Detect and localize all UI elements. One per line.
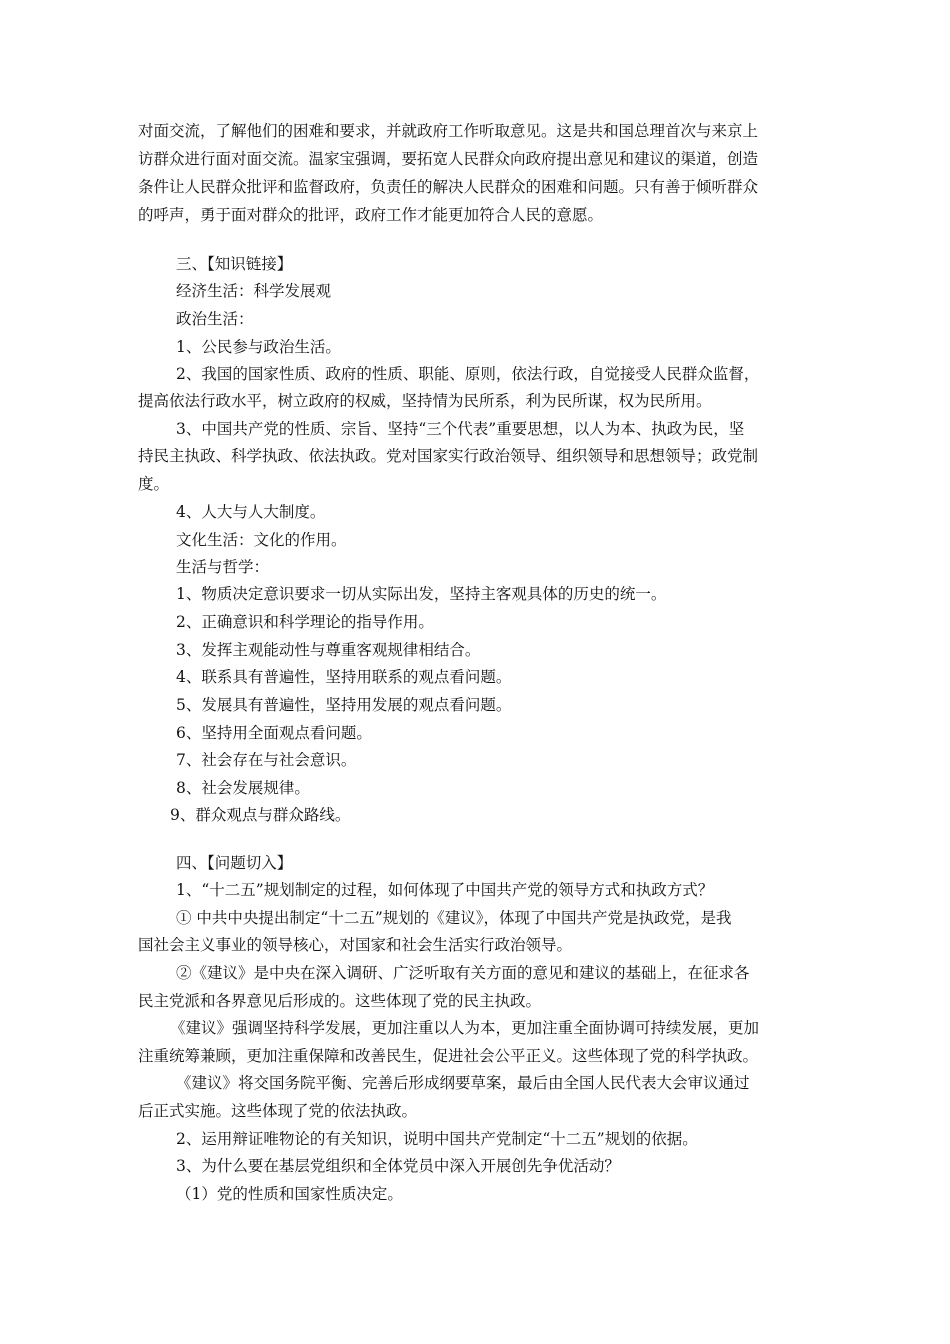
political-item: 度。	[138, 475, 170, 493]
intro-line: 对面交流，了解他们的困难和要求，并就政府工作听取意见。这是共和国总理首次与来京上	[138, 122, 759, 140]
question-1: 1、“十二五”规划制定的过程，如何体现了中国共产党的领导方式和执政方式？	[176, 881, 714, 899]
philosophy-item: 2、正确意识和科学理论的指导作用。	[176, 613, 434, 631]
answer-1-line: ②《建议》是中央在深入调研、广泛听取有关方面的意见和建议的基础上，在征求各	[176, 964, 750, 982]
question-3: 3、为什么要在基层党组织和全体党员中深入开展创先争优活动？	[176, 1157, 620, 1175]
philosophy-title: 生活与哲学：	[176, 558, 270, 576]
philosophy-item: 7、社会存在与社会意识。	[176, 751, 357, 769]
answer-1-line: ① 中共中央提出制定“十二五”规划的《建议》，体现了中国共产党是执政党，是我	[176, 909, 732, 927]
philosophy-item: 4、联系具有普遍性，坚持用联系的观点看问题。	[176, 668, 512, 686]
question-2: 2、运用辩证唯物论的有关知识，说明中国共产党制定“十二五”规划的依据。	[176, 1130, 698, 1148]
economic-life-line: 经济生活：科学发展观	[176, 282, 332, 300]
philosophy-item: 5、发展具有普遍性，坚持用发展的观点看问题。	[176, 696, 512, 714]
political-life-title: 政治生活：	[176, 310, 254, 328]
political-item: 2、我国的国家性质、政府的性质、职能、原则，依法行政，自觉接受人民群众监督，	[176, 365, 760, 383]
cultural-life-line: 文化生活：文化的作用。	[176, 531, 347, 549]
political-item: 持民主执政、科学执政、依法执政。党对国家实行政治领导、组织领导和思想领导；政党制	[138, 447, 759, 465]
political-item: 3、中国共产党的性质、宗旨、坚持“三个代表”重要思想，以人为本、执政为民，坚	[176, 420, 745, 438]
answer-1-line: 注重统筹兼顾，更加注重保障和改善民生，促进社会公平正义。这些体现了党的科学执政。	[138, 1047, 759, 1065]
answer-1-line: 《建议》强调坚持科学发展，更加注重以人为本，更加注重全面协调可持续发展，更加	[170, 1019, 760, 1037]
answer-1-line: 国社会主义事业的领导核心，对国家和社会生活实行政治领导。	[138, 936, 573, 954]
section-3-heading: 三、【知识链接】	[176, 255, 293, 273]
philosophy-item: 3、发挥主观能动性与尊重客观规律相结合。	[176, 641, 481, 659]
answer-1-line: 《建议》将交国务院平衡、完善后形成纲要草案，最后由全国人民代表大会审议通过	[176, 1074, 750, 1092]
philosophy-item: 1、物质决定意识要求一切从实际出发，坚持主客观具体的历史的统一。	[176, 585, 667, 603]
political-item: 4、人大与人大制度。	[176, 503, 326, 521]
intro-line: 条件让人民群众批评和监督政府，负责任的解决人民群众的困难和问题。只有善于倾听群众	[138, 178, 759, 196]
intro-line: 的呼声，勇于面对群众的批评，政府工作才能更加符合人民的意愿。	[138, 206, 604, 224]
section-4-heading: 四、【问题切入】	[176, 854, 293, 872]
philosophy-item: 6、坚持用全面观点看问题。	[176, 724, 372, 742]
answer-3-line: （1）党的性质和国家性质决定。	[176, 1185, 403, 1203]
answer-1-line: 后正式实施。这些体现了党的依法执政。	[138, 1102, 418, 1120]
answer-1-line: 民主党派和各界意见后形成的。这些体现了党的民主执政。	[138, 992, 542, 1010]
philosophy-item: 8、社会发展规律。	[176, 779, 310, 797]
political-item: 1、公民参与政治生活。	[176, 338, 341, 356]
political-item: 提高依法行政水平，树立政府的权威，坚持情为民所系，利为民所谋，权为民所用。	[138, 392, 712, 410]
philosophy-item: 9、群众观点与群众路线。	[170, 806, 351, 824]
intro-line: 访群众进行面对面交流。温家宝强调，要拓宽人民群众向政府提出意见和建议的渠道，创造	[138, 150, 759, 168]
